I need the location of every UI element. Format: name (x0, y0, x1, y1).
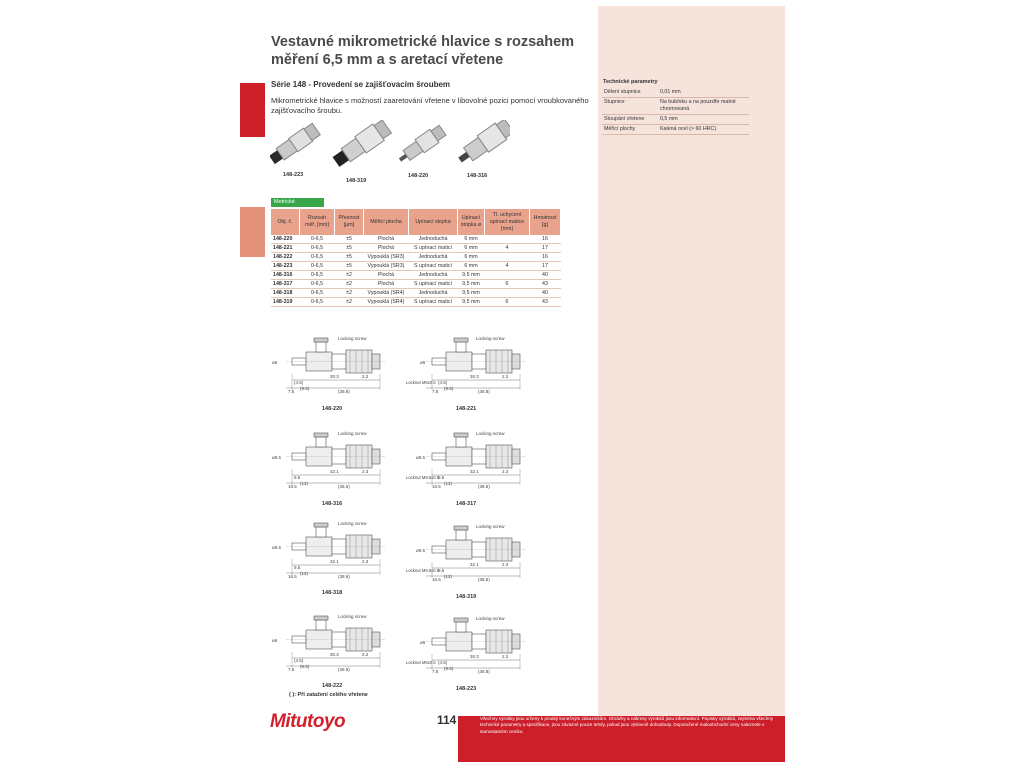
drawing-label: 148-223 (456, 686, 477, 692)
table-cell: 148-222 (271, 253, 300, 262)
table-cell: Plochá (364, 235, 409, 244)
dim-label: 16.5 (288, 574, 297, 579)
tech-param-key: Měřicí plochy (602, 125, 658, 135)
table-cell: 9,5 mm (458, 280, 485, 289)
col-header: Rozsah měř. [mm] (300, 209, 335, 235)
locking-screw-label: Locking screw (476, 524, 505, 529)
table-cell: 40 (530, 271, 561, 280)
dim-label: (38.6) (338, 574, 350, 579)
footer-disclaimer: Všechny výrobky jsou určeny k prodeji konečným zákazníkům. Obrázky a nákresy výrobků jsou informativní. Popisky výrobků, zejména všechny technické parametry a specifikace, jsou závazné pouze tehdy, pokud jsou výslovně dohodnuty. Doporučené maloobchodní ceny naleznete v samostatném ceníku. (480, 716, 774, 734)
locknut-label: Locknut M6x0.5 (406, 380, 436, 385)
drawing-148-316 (270, 425, 398, 500)
table-cell: 0-6,5 (300, 289, 335, 298)
dim-label: 32.1 (330, 469, 339, 474)
locknut-label: Locknut M9.5x0.5 (406, 568, 440, 573)
tech-param-row (602, 88, 749, 98)
dim-label: 2.3 (502, 469, 509, 474)
table-cell: ±5 (335, 244, 364, 253)
dim-label: 30.3 (330, 652, 339, 657)
dim-label: (36.8) (478, 389, 490, 394)
drawing-148-222 (270, 608, 398, 683)
table-cell: 6 mm (458, 244, 485, 253)
table-cell: S upínací maticí (409, 280, 458, 289)
table-cell: 16 (530, 253, 561, 262)
locking-screw-label: Locking screw (476, 431, 505, 436)
dim-label: 7.5 (288, 667, 295, 672)
table-cell (485, 235, 530, 244)
dim-label: (8.5) (300, 386, 310, 391)
locking-screw-label: Locking screw (338, 336, 367, 341)
dim-label: 9.5 (438, 475, 445, 480)
locking-screw-label: Locking screw (476, 616, 505, 621)
table-cell: Plochá (364, 271, 409, 280)
table-cell: Vypouklá (SR3) (364, 262, 409, 271)
table-cell: Vypouklá (SR3) (364, 253, 409, 262)
dim-label: (12) (444, 574, 453, 579)
dim-label: 16.5 (432, 484, 441, 489)
dim-label: 32.1 (470, 562, 479, 567)
drawing-label: 148-221 (456, 406, 477, 412)
table-cell: 43 (530, 280, 561, 289)
photo-148-316 (454, 120, 510, 168)
photo-label: 148-223 (283, 172, 304, 178)
dim-label: 2.3 (362, 559, 369, 564)
dim-label: (36.8) (478, 669, 490, 674)
tech-param-row (602, 115, 749, 125)
shank-dim: ø6 (420, 640, 426, 645)
drawing-148-221 (404, 330, 532, 405)
mitutoyo-logo: Mitutoyo (270, 711, 346, 732)
table-cell: ±5 (335, 253, 364, 262)
table-cell: 148-318 (271, 289, 300, 298)
table-cell: S upínací maticí (409, 298, 458, 307)
dim-label: (38.6) (338, 484, 350, 489)
col-header: Obj. č. (271, 209, 300, 235)
table-cell: ±5 (335, 235, 364, 244)
col-header: Přesnost [µm] (335, 209, 364, 235)
drawing-label: 148-318 (322, 590, 343, 596)
table-cell (485, 289, 530, 298)
dim-label: 7.5 (288, 389, 295, 394)
table-cell: 4 (485, 244, 530, 253)
table-cell: Jednoduchá (409, 253, 458, 262)
dim-label: 2.2 (502, 374, 509, 379)
shank-dim: ø6 (272, 360, 278, 365)
table-cell: 148-223 (271, 262, 300, 271)
drawing-148-319 (404, 518, 532, 593)
dim-label: (4.5) (294, 380, 304, 385)
spec-table (271, 209, 561, 307)
dim-label: 7.5 (432, 389, 439, 394)
table-row (271, 298, 561, 307)
table-row (271, 271, 561, 280)
table-cell: Vypouklá (SR4) (364, 289, 409, 298)
dim-label: 2.2 (362, 652, 369, 657)
table-cell: Vypouklá (SR4) (364, 298, 409, 307)
dim-label: 16.5 (432, 577, 441, 582)
tech-param-value: 0,5 mm (658, 115, 749, 125)
table-cell: 148-220 (271, 235, 300, 244)
dim-label: (8.5) (444, 386, 454, 391)
drawing-148-317 (404, 425, 532, 500)
drawing-label: 148-222 (322, 683, 343, 689)
table-cell: 6 (485, 280, 530, 289)
photo-label: 148-319 (346, 178, 367, 184)
shank-dim: ø9.5 (416, 455, 426, 460)
tech-param-key: Dělení stupnice (602, 88, 658, 98)
table-cell: 6 mm (458, 253, 485, 262)
table-cell: 0-6,5 (300, 271, 335, 280)
shank-dim: ø6 (420, 360, 426, 365)
description: Mikrometrické hlavice s možností zaaretování vřetene v libovolné pozici pomocí vroubkovaného zajišťovacího šroubu. (271, 96, 589, 115)
table-row (271, 244, 561, 253)
table-row (271, 289, 561, 298)
table-cell: 16 (530, 235, 561, 244)
table-cell: ±2 (335, 298, 364, 307)
dim-label: 2.2 (502, 654, 509, 659)
tech-params-title: Technické parametry (603, 79, 658, 85)
col-header: Hmotnost [g] (530, 209, 561, 235)
drawing-148-318 (270, 515, 398, 590)
table-cell: 6 mm (458, 235, 485, 244)
shank-dim: ø9.5 (416, 548, 426, 553)
dim-label: 30.3 (470, 374, 479, 379)
dim-label: 30.3 (330, 374, 339, 379)
dim-label: 9.5 (294, 475, 301, 480)
table-cell: 0-6,5 (300, 280, 335, 289)
drawing-148-220 (270, 330, 398, 405)
page-number: 114 (437, 713, 457, 727)
photo-148-319 (330, 120, 392, 170)
table-cell: S upínací maticí (409, 244, 458, 253)
product-photos (270, 120, 510, 175)
table-cell: 9,5 mm (458, 289, 485, 298)
table-cell: Jednoduchá (409, 271, 458, 280)
section-tab-red (240, 83, 265, 137)
dim-label: (12) (300, 571, 309, 576)
table-cell: Jednoduchá (409, 289, 458, 298)
table-cell: 148-317 (271, 280, 300, 289)
dim-label: 7.5 (432, 669, 439, 674)
table-cell: 6 mm (458, 262, 485, 271)
dim-label: (38.6) (478, 577, 490, 582)
table-row (271, 262, 561, 271)
locknut-label: Locknut M9.5x0.5 (406, 475, 440, 480)
table-cell: Jednoduchá (409, 235, 458, 244)
dim-label: 2.2 (362, 374, 369, 379)
tech-param-value: 0,01 mm (658, 88, 749, 98)
photo-148-223 (270, 122, 321, 166)
shank-dim: ø9.5 (272, 545, 282, 550)
table-cell: 148-319 (271, 298, 300, 307)
tech-param-key: Stoupání vřetene (602, 115, 658, 125)
drawing-label: 148-220 (322, 406, 343, 412)
table-cell: ±2 (335, 289, 364, 298)
table-cell: 6 (485, 298, 530, 307)
table-cell: ±2 (335, 271, 364, 280)
locking-screw-label: Locking screw (338, 521, 367, 526)
tech-param-row (602, 98, 749, 115)
table-cell: Plochá (364, 280, 409, 289)
table-cell: 17 (530, 262, 561, 271)
dim-label: 2.3 (362, 469, 369, 474)
tech-param-value: Kalená ocel (> 60 HRC) (658, 125, 749, 135)
dim-label: 2.3 (502, 562, 509, 567)
table-cell: 0-6,5 (300, 262, 335, 271)
locking-screw-label: Locking screw (338, 431, 367, 436)
dim-label: 32.1 (330, 559, 339, 564)
locking-screw-label: Locking screw (476, 336, 505, 341)
table-cell (485, 271, 530, 280)
dim-label: (12) (300, 481, 309, 486)
table-row (271, 235, 561, 244)
col-header: Tl. uchycení upínací matice [mm] (485, 209, 530, 235)
dim-label: (36.8) (338, 389, 350, 394)
table-cell: S upínací maticí (409, 262, 458, 271)
tech-params-table (602, 88, 749, 135)
table-cell: 0-6,5 (300, 298, 335, 307)
table-cell: 0-6,5 (300, 235, 335, 244)
col-header: Měřicí plocha (364, 209, 409, 235)
col-header: Upínací stopka ø (458, 209, 485, 235)
dim-label: (4.5) (438, 380, 448, 385)
series-subtitle: Série 148 - Provedení se zajišťovacím šroubem (271, 80, 451, 89)
dimension-note: ( ): Při zatažení celého vřetene (289, 692, 368, 698)
dim-label: (12) (444, 481, 453, 486)
drawing-label: 148-319 (456, 594, 477, 600)
dim-label: 9.5 (294, 565, 301, 570)
table-cell (485, 253, 530, 262)
shank-dim: ø6 (272, 638, 278, 643)
table-cell: 17 (530, 244, 561, 253)
table-cell: 9,5 mm (458, 271, 485, 280)
drawing-label: 148-317 (456, 501, 477, 507)
dim-label: (8.5) (300, 664, 310, 669)
section-tab-salmon (240, 207, 265, 257)
table-cell: 43 (530, 298, 561, 307)
photo-label: 148-220 (408, 173, 429, 179)
table-cell: ±2 (335, 280, 364, 289)
page-title: Vestavné mikrometrické hlavice s rozsahem měření 6,5 mm a s aretací vřetene (271, 34, 575, 68)
dim-label: (38.6) (478, 484, 490, 489)
table-cell: 0-6,5 (300, 244, 335, 253)
table-row (271, 253, 561, 262)
table-cell: Plochá (364, 244, 409, 253)
table-cell: ±5 (335, 262, 364, 271)
col-header: Upínací stopka (409, 209, 458, 235)
spec-header-row (271, 209, 561, 235)
table-cell: 148-221 (271, 244, 300, 253)
table-cell: 148-316 (271, 271, 300, 280)
shank-dim: ø9.5 (272, 455, 282, 460)
dim-label: (4.5) (294, 658, 304, 663)
locknut-label: Locknut M6x0.5 (406, 660, 436, 665)
table-cell: 40 (530, 289, 561, 298)
dim-label: 32.1 (470, 469, 479, 474)
drawing-148-223 (404, 610, 532, 685)
table-cell: 0-6,5 (300, 253, 335, 262)
metric-badge: Metrické (271, 198, 324, 207)
dim-label: (36.8) (338, 667, 350, 672)
table-cell: 4 (485, 262, 530, 271)
dim-label: 30.3 (470, 654, 479, 659)
dim-label: 16.5 (288, 484, 297, 489)
photo-label: 148-316 (467, 173, 488, 179)
table-cell: 9,5 mm (458, 298, 485, 307)
table-row (271, 280, 561, 289)
tech-param-value: Na bubínku a na pouzdře matně chromovaná (658, 98, 749, 115)
locking-screw-label: Locking screw (338, 614, 367, 619)
dim-label: 9.5 (438, 568, 445, 573)
tech-param-key: Stupnice (602, 98, 658, 115)
dim-label: (4.5) (438, 660, 448, 665)
dim-label: (8.5) (444, 666, 454, 671)
tech-param-row (602, 125, 749, 135)
drawing-label: 148-316 (322, 501, 343, 507)
photo-148-220 (395, 124, 447, 167)
